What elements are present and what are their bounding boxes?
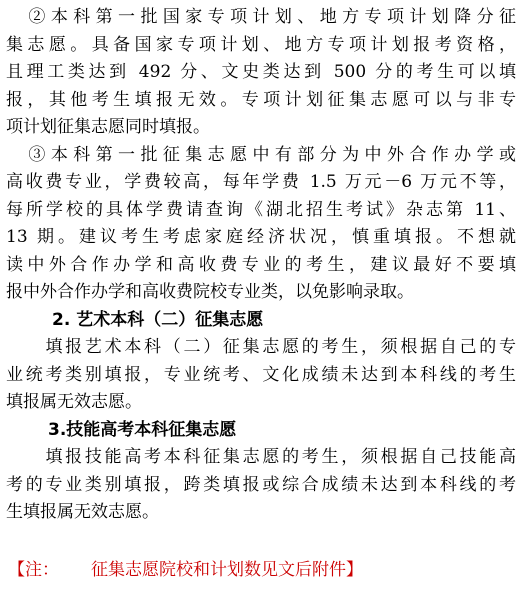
text-line: 每所学校的具体学费请查询《湖北招生考试》杂志第 11、: [6, 199, 516, 220]
text-line: 考的专业类别填报，跨类填报或综合成绩未达到本科线的考: [6, 474, 516, 495]
text-line: 填报属无效志愿。: [6, 392, 142, 412]
section-heading-art: 2. 艺术本科（二）征集志愿: [52, 309, 264, 330]
text-line: 高收费专业，学费较高，每年学费 1.5 万元－6 万元不等，: [6, 172, 516, 192]
text-line: 业统考类别填报，专业统考、文化成绩未达到本科线的考生: [6, 364, 516, 385]
text-line: 报中外合作办学和高收费院校专业类，以免影响录取。: [6, 282, 414, 302]
text-line: 填报技能高考本科征集志愿的考生，须根据自己技能高: [6, 447, 516, 467]
text-line: 集志愿。具备国家专项计划、地方专项计划报考资格，: [6, 34, 516, 55]
paragraph-art: [6, 334, 516, 417]
text-line: 项计划征集志愿同时填报。: [6, 117, 210, 137]
footnote-text: 征集志愿院校和计划数见文后附件】: [91, 560, 363, 580]
text-line: 13 期。建议考生考虑家庭经济状况，慎重填报。不想就: [6, 227, 516, 247]
text-line: 报，其他考生填报无效。专项计划征集志愿可以与非专: [6, 89, 516, 110]
section-heading-skills: 3.技能高考本科征集志愿: [48, 419, 237, 440]
text-line: 且理工类达到 492 分、文史类达到 500 分的考生可以填: [6, 62, 516, 82]
text-line: 填报艺术本科（二）征集志愿的考生，须根据自己的专: [6, 337, 516, 357]
text-line: 读中外合作办学和高收费专业的考生，建议最好不要填: [6, 254, 516, 275]
paragraph-tuition: [6, 142, 516, 307]
text-line: ②本科第一批国家专项计划、地方专项计划降分征: [6, 7, 516, 27]
text-line: ③本科第一批征集志愿中有部分为中外合作办学或: [6, 144, 516, 165]
paragraph-skills: [6, 444, 516, 527]
footnote-label: 【注：: [8, 560, 59, 580]
paragraph-special-plan: [6, 4, 516, 142]
footnote: [8, 558, 363, 582]
document-body: [6, 4, 516, 527]
text-line: 生填报属无效志愿。: [6, 502, 159, 522]
